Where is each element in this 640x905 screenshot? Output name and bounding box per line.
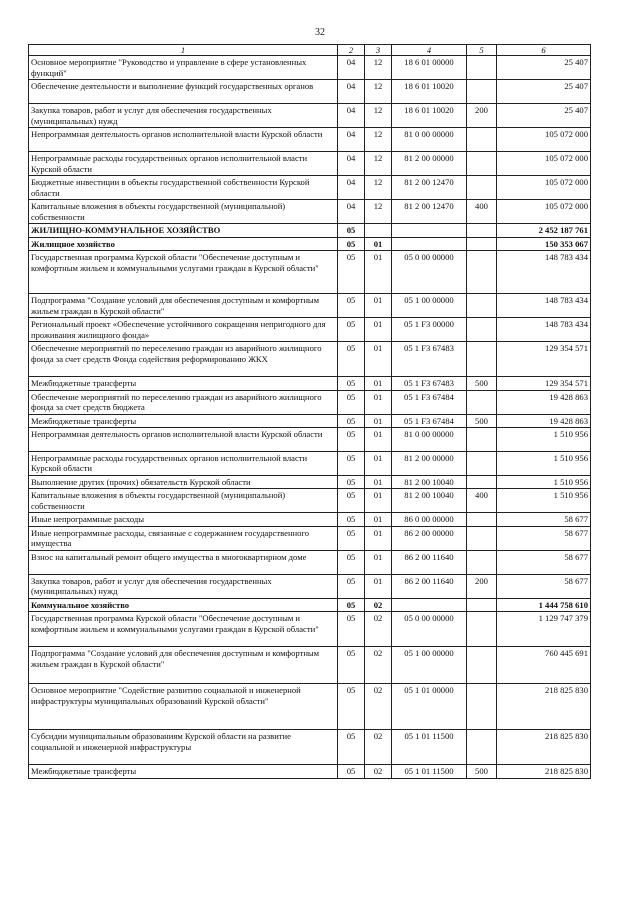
row-subsection: 01 [365,237,392,250]
row-name: Государственная программа Курской области "Обеспечение доступным и комфортным жильем и коммунальными услугами граждан в Курской области" [29,612,338,647]
row-subsection: 01 [365,251,392,294]
row-name: Бюджетные инвестиции в объекты государственной собственности Курской области [29,176,338,200]
row-subsection: 01 [365,476,392,489]
row-name: Иные непрограммные расходы [29,513,338,526]
row-section: 05 [338,342,365,377]
row-subsection: 01 [365,414,392,427]
row-expense-type [467,476,497,489]
row-section: 04 [338,80,365,104]
row-expense-type [467,128,497,152]
row-section: 05 [338,612,365,647]
table-row [29,550,591,574]
row-expense-type: 500 [467,414,497,427]
table-row [29,56,591,80]
row-name: Выполнение других (прочих) обязательств Курской области [29,476,338,489]
row-expense-type [467,224,497,237]
table-row [29,647,591,684]
row-name: Подпрограмма "Создание условий для обеспечения доступным и комфортным жильем граждан в Курской области" [29,647,338,684]
row-amount: 19 428 863 [497,390,591,414]
row-amount: 19 428 863 [497,414,591,427]
row-section: 05 [338,513,365,526]
table-row [29,80,591,104]
row-target-article: 86 0 00 00000 [392,513,467,526]
row-section: 05 [338,237,365,250]
row-amount: 25 407 [497,56,591,80]
row-target-article: 81 0 00 00000 [392,428,467,452]
row-amount: 58 677 [497,513,591,526]
row-name: Обеспечение мероприятий по переселению граждан из аварийного жилищного фонда за счет средств бюджета [29,390,338,414]
row-amount: 760 445 691 [497,647,591,684]
row-expense-type [467,390,497,414]
table-row [29,237,591,250]
row-target-article: 05 1 00 00000 [392,294,467,318]
row-name: Обеспечение деятельности и выполнение функций государственных органов [29,80,338,104]
row-amount: 105 072 000 [497,152,591,176]
row-target-article: 05 1 00 00000 [392,647,467,684]
row-amount: 58 677 [497,550,591,574]
row-name: Взнос на капитальный ремонт общего имущества в многоквартирном доме [29,550,338,574]
row-expense-type [467,612,497,647]
row-section: 04 [338,152,365,176]
row-expense-type [467,294,497,318]
table-row [29,200,591,224]
row-expense-type [467,428,497,452]
row-amount: 148 783 434 [497,294,591,318]
table-row [29,730,591,765]
row-section: 04 [338,104,365,128]
row-target-article: 18 6 01 10020 [392,104,467,128]
row-amount: 105 072 000 [497,200,591,224]
row-amount: 105 072 000 [497,176,591,200]
row-target-article: 05 1 01 11500 [392,765,467,778]
row-name: Субсидии муниципальным образованиям Курской области на развитие социальной и инженерной инфраструктуры [29,730,338,765]
row-subsection: 12 [365,104,392,128]
row-name: Закупка товаров, работ и услуг для обеспечения государственных (муниципальных) нужд [29,574,338,598]
row-subsection: 01 [365,550,392,574]
row-subsection: 01 [365,574,392,598]
row-section: 05 [338,452,365,476]
row-name: Межбюджетные трансферты [29,377,338,390]
table-row [29,428,591,452]
row-target-article: 05 0 00 00000 [392,612,467,647]
row-section: 05 [338,294,365,318]
row-subsection: 01 [365,342,392,377]
row-amount: 218 825 830 [497,684,591,730]
row-amount: 1 129 747 379 [497,612,591,647]
row-subsection: 02 [365,647,392,684]
row-target-article: 18 6 01 00000 [392,56,467,80]
row-expense-type: 500 [467,765,497,778]
row-name: Непрограммная деятельность органов исполнительной власти Курской области [29,428,338,452]
row-name: Непрограммные расходы государственных органов исполнительной власти Курской области [29,452,338,476]
row-amount: 148 783 434 [497,251,591,294]
row-target-article: 05 1 01 00000 [392,684,467,730]
row-target-article: 81 0 00 00000 [392,128,467,152]
row-subsection: 12 [365,80,392,104]
row-name: Обеспечение мероприятий по переселению граждан из аварийного жилищного фонда за счет средств Фонда содействия реформированию ЖКХ [29,342,338,377]
column-header-section: 2 [338,45,365,56]
row-target-article: 05 1 F3 00000 [392,318,467,342]
row-amount: 1 444 758 610 [497,598,591,611]
row-expense-type [467,237,497,250]
row-name: Межбюджетные трансферты [29,765,338,778]
table-row [29,574,591,598]
row-subsection: 01 [365,318,392,342]
row-amount: 25 407 [497,104,591,128]
row-name: Непрограммные расходы государственных органов исполнительной власти Курской области [29,152,338,176]
row-section: 05 [338,251,365,294]
row-name: Государственная программа Курской области "Обеспечение доступным и комфортным жильем и коммунальными услугами граждан в Курской области" [29,251,338,294]
row-amount: 129 354 571 [497,377,591,390]
row-subsection: 01 [365,489,392,513]
row-target-article: 81 2 00 12470 [392,200,467,224]
row-subsection: 01 [365,428,392,452]
row-subsection: 02 [365,612,392,647]
row-amount: 150 353 067 [497,237,591,250]
row-section: 04 [338,56,365,80]
page-number: 32 [315,27,325,38]
row-subsection: 02 [365,765,392,778]
row-subsection: 12 [365,200,392,224]
row-section: 05 [338,598,365,611]
table-row [29,526,591,550]
row-name: Коммунальное хозяйство [29,598,338,611]
row-target-article: 81 2 00 10040 [392,476,467,489]
row-name: Межбюджетные трансферты [29,414,338,427]
row-expense-type [467,318,497,342]
table-row [29,684,591,730]
column-header-target-article: 4 [392,45,467,56]
row-name: Жилищное хозяйство [29,237,338,250]
row-amount: 148 783 434 [497,318,591,342]
row-expense-type [467,251,497,294]
row-subsection: 02 [365,684,392,730]
column-header-subsection: 3 [365,45,392,56]
row-section: 05 [338,224,365,237]
row-target-article: 86 2 00 00000 [392,526,467,550]
row-name: Региональный проект «Обеспечение устойчивого сокращения непригодного для проживания жилищного фонда» [29,318,338,342]
table-row [29,128,591,152]
table-row [29,104,591,128]
row-amount: 129 354 571 [497,342,591,377]
row-target-article: 81 2 00 00000 [392,152,467,176]
row-amount: 2 452 187 761 [497,224,591,237]
row-section: 04 [338,200,365,224]
row-name: Иные непрограммные расходы, связанные с содержанием государственного имущества [29,526,338,550]
column-header-name: 1 [29,45,338,56]
row-section: 05 [338,574,365,598]
row-target-article [392,237,467,250]
table-row [29,598,591,611]
row-expense-type: 400 [467,200,497,224]
column-header-amount: 6 [497,45,591,56]
row-subsection: 01 [365,390,392,414]
row-expense-type [467,598,497,611]
row-section: 05 [338,730,365,765]
row-subsection: 01 [365,513,392,526]
row-name: Капитальные вложения в объекты государственной (муниципальной) собственности [29,200,338,224]
row-section: 05 [338,765,365,778]
row-target-article: 05 1 F3 67484 [392,390,467,414]
row-section: 05 [338,318,365,342]
row-amount: 218 825 830 [497,765,591,778]
row-name: Основное мероприятие "Содействие развитию социальной и инженерной инфраструктуры муниципальных образований Курской области" [29,684,338,730]
row-section: 05 [338,476,365,489]
row-section: 05 [338,550,365,574]
row-section: 05 [338,526,365,550]
row-section: 05 [338,684,365,730]
table-row [29,251,591,294]
row-subsection: 12 [365,152,392,176]
row-subsection: 01 [365,377,392,390]
row-amount: 25 407 [497,80,591,104]
row-expense-type [467,80,497,104]
row-subsection: 12 [365,56,392,80]
row-section: 05 [338,489,365,513]
row-expense-type: 400 [467,489,497,513]
row-target-article: 05 1 F3 67483 [392,377,467,390]
row-amount: 218 825 830 [497,730,591,765]
row-subsection: 01 [365,294,392,318]
row-expense-type: 200 [467,574,497,598]
row-target-article: 05 1 01 11500 [392,730,467,765]
row-expense-type [467,152,497,176]
row-name: Основное мероприятие "Руководство и управление в сфере установленных функций" [29,56,338,80]
row-section: 05 [338,647,365,684]
row-subsection: 02 [365,730,392,765]
row-amount: 1 510 956 [497,476,591,489]
row-expense-type: 500 [467,377,497,390]
table-row [29,294,591,318]
row-expense-type [467,684,497,730]
row-subsection: 12 [365,176,392,200]
row-name: Капитальные вложения в объекты государственной (муниципальной) собственности [29,489,338,513]
row-subsection: 01 [365,526,392,550]
row-expense-type: 200 [467,104,497,128]
budget-table [28,44,591,779]
table-row [29,452,591,476]
row-expense-type [467,526,497,550]
row-name: Непрограммная деятельность органов исполнительной власти Курской области [29,128,338,152]
row-expense-type [467,550,497,574]
row-subsection [365,224,392,237]
row-section: 05 [338,390,365,414]
table-row [29,377,591,390]
row-target-article: 81 2 00 00000 [392,452,467,476]
row-target-article: 05 0 00 00000 [392,251,467,294]
row-section: 05 [338,414,365,427]
row-subsection: 12 [365,128,392,152]
row-expense-type [467,513,497,526]
row-section: 04 [338,128,365,152]
table-row [29,390,591,414]
row-name: Подпрограмма "Создание условий для обеспечения доступным и комфортным жильем граждан в Курской области" [29,294,338,318]
row-amount: 1 510 956 [497,428,591,452]
row-expense-type [467,730,497,765]
table-row [29,176,591,200]
row-expense-type [467,647,497,684]
row-amount: 105 072 000 [497,128,591,152]
row-name: Закупка товаров, работ и услуг для обеспечения государственных (муниципальных) нужд [29,104,338,128]
row-target-article: 81 2 00 10040 [392,489,467,513]
row-target-article: 81 2 00 12470 [392,176,467,200]
row-subsection: 02 [365,598,392,611]
row-target-article [392,224,467,237]
row-amount: 1 510 956 [497,452,591,476]
table-row [29,342,591,377]
row-expense-type [467,452,497,476]
row-section: 04 [338,176,365,200]
table-row [29,476,591,489]
table-header-row [29,45,591,56]
table-row [29,612,591,647]
table-row [29,489,591,513]
table-row [29,224,591,237]
row-expense-type [467,342,497,377]
table-row [29,152,591,176]
row-target-article: 05 1 F3 67483 [392,342,467,377]
row-target-article: 05 1 F3 67484 [392,414,467,427]
row-amount: 58 677 [497,526,591,550]
row-target-article: 86 2 00 11640 [392,574,467,598]
row-target-article: 18 6 01 10020 [392,80,467,104]
row-amount: 1 510 956 [497,489,591,513]
table-row [29,318,591,342]
row-target-article: 86 2 00 11640 [392,550,467,574]
column-header-expense-type: 5 [467,45,497,56]
row-section: 05 [338,428,365,452]
row-amount: 58 677 [497,574,591,598]
row-expense-type [467,56,497,80]
row-target-article [392,598,467,611]
row-name: ЖИЛИЩНО-КОММУНАЛЬНОЕ ХОЗЯЙСТВО [29,224,338,237]
row-section: 05 [338,377,365,390]
row-expense-type [467,176,497,200]
table-row [29,513,591,526]
table-row [29,765,591,778]
row-subsection: 01 [365,452,392,476]
table-row [29,414,591,427]
